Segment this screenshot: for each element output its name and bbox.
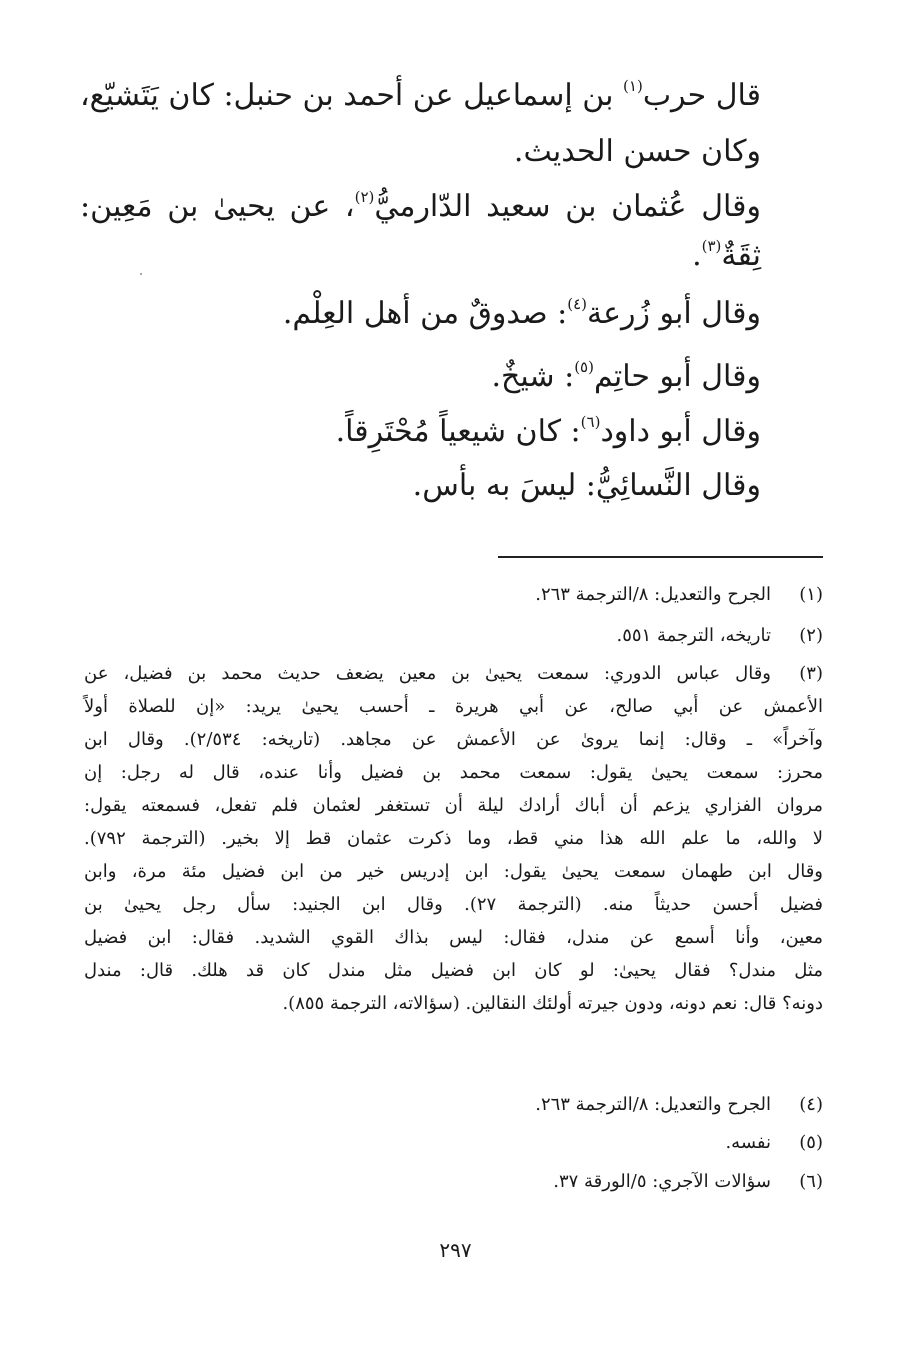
- footnote-number: (١): [799, 584, 823, 605]
- footnote-line: مثل مندل؟ فقال يحيىٰ: لو كان ابن فضيل مثل مندل كان قد هلك. قال: مندل: [84, 960, 823, 981]
- footnote-number: (٦): [799, 1171, 823, 1192]
- main-text-line-2: وكان حسن الحديث.: [513, 134, 761, 169]
- main-text-segment: ثِقَةٌ: [721, 238, 761, 273]
- main-text-segment: .: [692, 238, 702, 273]
- main-text-line-8: وقال النَّسائِيُّ: ليسَ به بأس.: [412, 468, 761, 503]
- footnote-separator: [498, 556, 823, 558]
- footnote-text: تاريخه، الترجمة ٥٥١.: [616, 625, 771, 646]
- footnote-marker[interactable]: (٦): [580, 413, 601, 431]
- main-text-segment: وقال أبو حاتِم: [593, 359, 761, 394]
- footnote-text: [84, 657, 823, 1020]
- main-text-segment: : كان شيعياً مُحْتَرِقاً.: [335, 414, 581, 449]
- footnote-marker[interactable]: (٣): [701, 237, 722, 255]
- footnote-line: فضيل أحسن حديثاً منه. (الترجمة ٢٧). وقال ابن الجنيد: سأل رجل يحيىٰ بن: [84, 894, 823, 915]
- footnote-line: محرز: سمعت يحيىٰ يقول: سمعت محمد بن فضيل وأنا عنده، قال له رجل: إن: [84, 762, 823, 783]
- main-text-segment: قال حرب: [642, 78, 761, 113]
- footnote-number: (٥): [799, 1132, 823, 1153]
- footnote-marker[interactable]: (١): [623, 77, 643, 95]
- footnote-5: [78, 1126, 823, 1159]
- footnote-line: وقال عباس الدوري: سمعت يحيىٰ بن معين يضعف حديث محمد بن فضيل، عن: [84, 663, 771, 684]
- main-text-line-6: [150, 357, 761, 397]
- print-speck: [140, 273, 142, 275]
- main-text-segment: وقال أبو داود: [600, 414, 761, 449]
- footnote-line: وآخراً» ـ وقال: إنما يروىٰ عن الأعمش عن مجاهد. (تاريخه: ٢/٥٣٤). وقال ابن: [84, 729, 823, 750]
- footnote-line: معين، وأنا أسمع عن مندل، فقال: ليس بذاك القوي الشديد. فقال: ابن فضيل: [84, 927, 823, 948]
- footnote-text: سؤالات الآجري: ٥/الورقة ٣٧.: [553, 1171, 771, 1192]
- footnote-line: وقال ابن طهمان سمعت يحيىٰ يقول: ابن إدريس خير من ابن فضيل مئة مرة، وابن: [84, 861, 823, 882]
- footnote-line: لا والله، ما علم الله هذا مني قط، وما ذكرت عثمان قط إلا بخير. (الترجمة ٧٩٢).: [84, 828, 823, 849]
- main-text-segment: وقال أبو زُرعة: [587, 296, 761, 331]
- main-text-segment: : شيخٌ.: [491, 359, 575, 394]
- footnote-number: (٣): [799, 663, 823, 684]
- footnote-number: (٢): [799, 625, 823, 646]
- footnote-marker[interactable]: (٢): [354, 188, 375, 206]
- footnote-line: مروان الفزاري يزعم أن أباك أرادك ليلة أن تستغفر لعثمان فلم تفعل، فسمعته يقول:: [84, 795, 823, 816]
- main-text-segment: وقال عُثمان بن سعيد الدّارميُّ: [374, 189, 761, 224]
- main-text-segment: بن إسماعيل عن أحمد بن حنبل: كان يَتَشيّع،: [80, 78, 624, 113]
- footnote-line: دونه؟ قال: نعم دونه، ودون جيرته أولئك النقالين. (سؤالاته، الترجمة ٨٥٥).: [282, 993, 823, 1014]
- main-text-line-5: [150, 294, 761, 334]
- main-text-line-3: [80, 187, 761, 227]
- footnote-marker[interactable]: (٤): [567, 295, 588, 313]
- footnote-text: الجرح والتعديل: ٨/الترجمة ٢٦٣.: [535, 584, 771, 605]
- footnote-3: [84, 657, 823, 1020]
- footnote-number: (٤): [799, 1094, 823, 1115]
- footnote-marker[interactable]: (٥): [574, 358, 594, 376]
- footnote-2: [78, 619, 823, 652]
- main-text-line-7: [150, 412, 761, 452]
- footnote-text: نفسه.: [725, 1132, 771, 1153]
- main-text-line-1: [80, 76, 761, 116]
- page-number: ٢٩٧: [439, 1238, 472, 1262]
- footnote-text: الجرح والتعديل: ٨/الترجمة ٢٦٣.: [535, 1094, 771, 1115]
- footnote-6: [78, 1165, 823, 1198]
- main-text-line-4: [80, 236, 761, 276]
- main-text-segment: : صدوقٌ من أهل العِلْم.: [282, 296, 568, 331]
- footnote-line: الأعمش عن أبي صالح، عن أبي هريرة ـ أحسب يحيىٰ يريد: «إن للصلاة أولاً: [84, 696, 823, 717]
- main-text-segment: ، عن يحيىٰ بن مَعِين:: [80, 189, 355, 224]
- footnote-4: [78, 1088, 823, 1121]
- footnote-1: [78, 578, 823, 611]
